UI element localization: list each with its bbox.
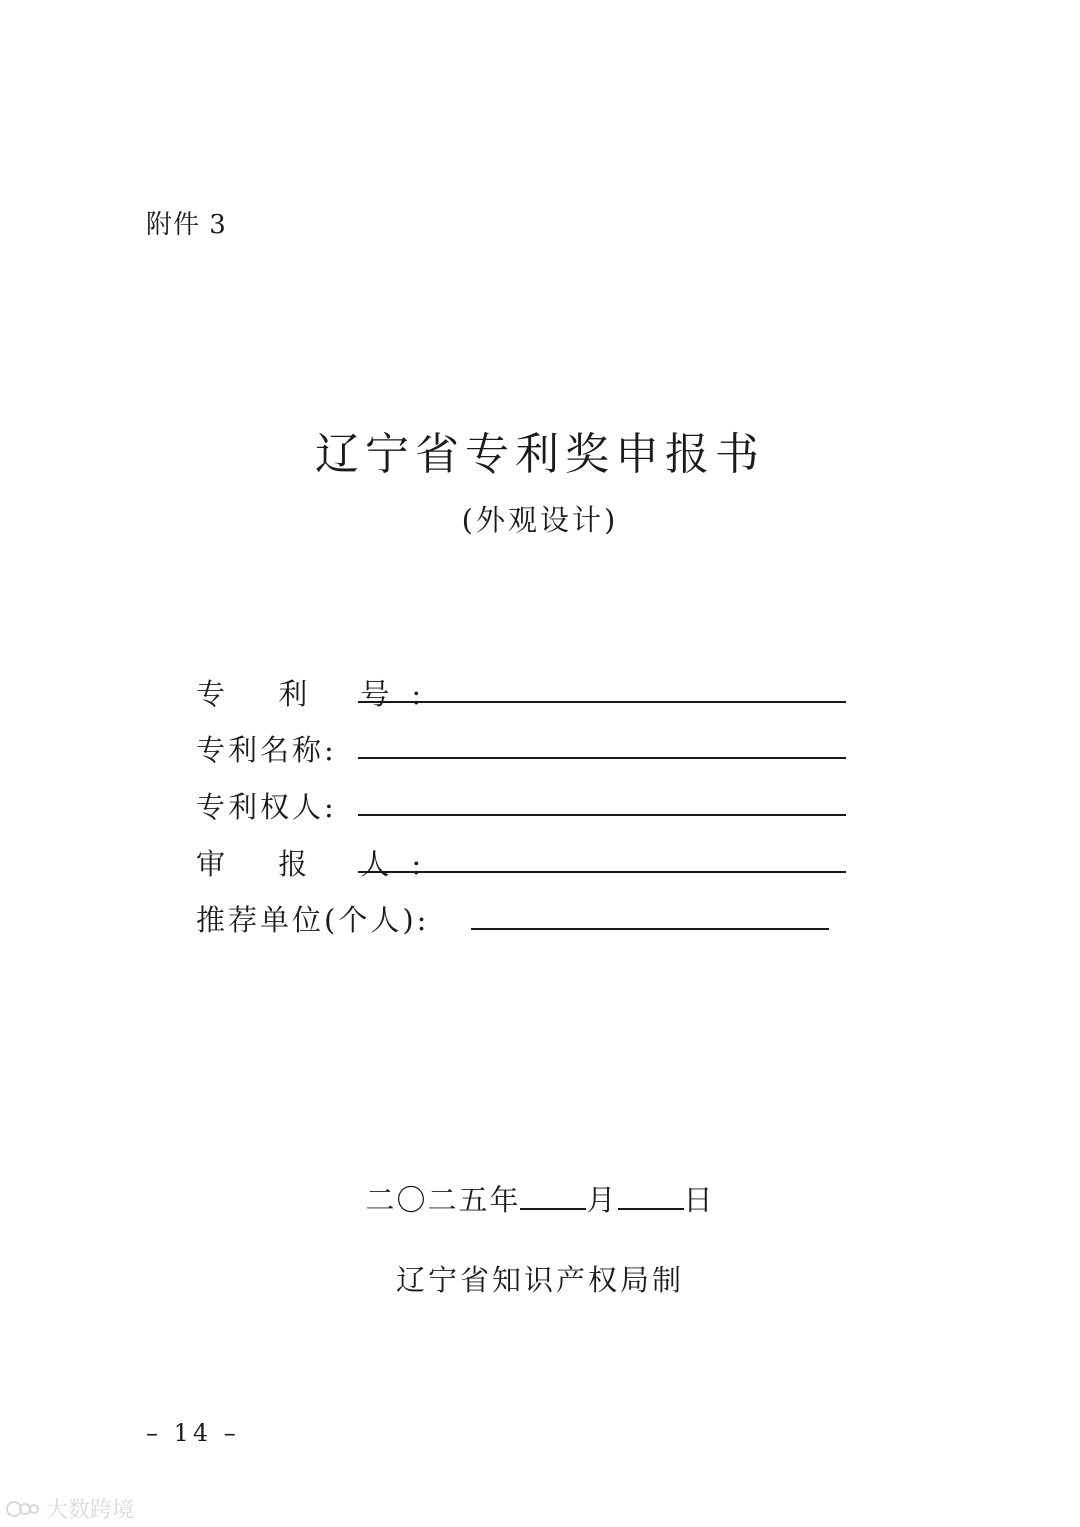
field-label-applicant: 审 报 人: <box>196 847 444 881</box>
field-label-patentee: 专利权人: <box>196 790 337 824</box>
watermark-logo-icon <box>6 1498 40 1520</box>
date-year: 二〇二五年 <box>365 1183 521 1217</box>
date-day: 日 <box>683 1183 715 1217</box>
patent-name-blank[interactable] <box>358 757 846 759</box>
date-line <box>0 1178 1080 1219</box>
day-blank[interactable] <box>618 1182 684 1210</box>
page-number: – 14 – <box>146 1419 240 1447</box>
watermark <box>6 1493 134 1524</box>
date-month: 月 <box>586 1183 618 1217</box>
recommending-unit-blank[interactable] <box>471 928 829 930</box>
field-label-patent-number: 专 利 号: <box>196 677 444 711</box>
document-subtitle: (外观设计) <box>461 503 619 537</box>
document-title: 辽宁省专利奖申报书 <box>315 429 765 480</box>
field-label-recommending-unit: 推荐单位(个人): <box>196 903 430 937</box>
applicant-blank[interactable] <box>358 871 846 873</box>
month-blank[interactable] <box>520 1182 586 1210</box>
field-label-patent-name: 专利名称: <box>196 733 337 767</box>
patentee-blank[interactable] <box>358 814 846 816</box>
attachment-label: 附件 3 <box>146 210 227 240</box>
watermark-text: 大数跨境 <box>46 1497 135 1522</box>
patent-number-blank[interactable] <box>358 701 846 703</box>
issuer: 辽宁省知识产权局制 <box>395 1263 684 1297</box>
